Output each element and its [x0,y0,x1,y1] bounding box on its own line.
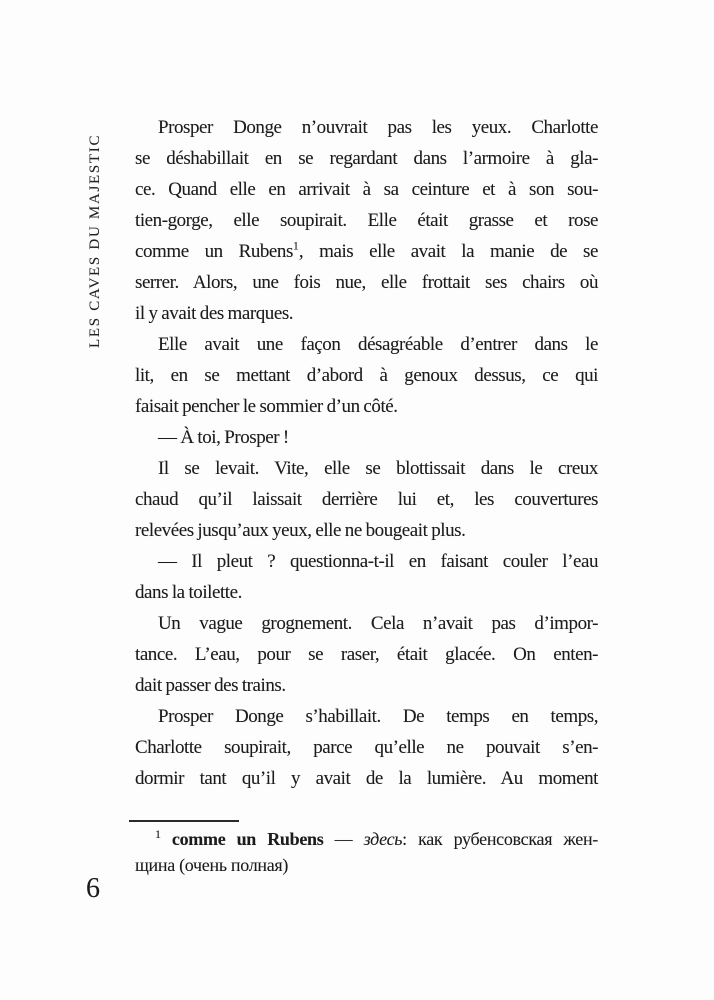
running-head: LES CAVES DU MAJESTIC [87,133,103,348]
footnote-dash: — [323,829,364,849]
body-line: Charlotte soupirait, parce qu’elle ne pouvait s’en- [135,737,598,758]
body-line: Un vague grognement. Cela n’avait pas d’impor- [158,613,598,634]
body-line: dans la toilette. [135,582,242,603]
body-line: chaud qu’il laissait derrière lui et, les couvertures [135,489,598,510]
body-line-text: , mais elle avait la manie de se [298,241,598,262]
body-line: Prosper Donge s’habillait. De temps en temps, [158,706,598,727]
paragraph [135,453,598,546]
page-number: 6 [86,873,100,904]
body-line: tien-gorge, elle soupirait. Elle était grasse et rose [135,210,598,231]
body-line-text: comme un Rubens [135,241,293,262]
paragraph [135,701,598,794]
body-line: — Il pleut ? questionna-t-il en faisant couler l’eau [158,551,598,572]
footnote-translation: : как рубенсовская жен- [402,829,599,849]
body-line [135,236,598,267]
footnote-divider [129,820,239,822]
body-line: Il se levait. Vite, elle se blottissait dans le creux [158,458,598,479]
body-line: tance. L’eau, pour se raser, était glacée. On enten- [135,644,598,665]
body-line: il y avait des marques. [135,303,294,324]
paragraph [135,329,598,422]
body-line: — À toi, Prosper ! [158,427,289,448]
footnote-line [135,826,598,852]
footnote-label: здесь [363,829,403,849]
body-line: dait passer des trains. [135,675,286,696]
footnote-term: comme un Rubens [160,829,324,849]
footnote-line: щина (очень полная) [135,855,289,875]
body-line: relevées jusqu’aux yeux, elle ne bougeait plus. [135,520,466,541]
footnote-marker: 1 [155,827,161,841]
body-line: serrer. Alors, une fois nue, elle frottait ses chairs où [135,272,598,293]
paragraph-dialogue [135,422,598,453]
body-text [135,112,598,794]
body-line: Elle avait une façon désagréable d’entrer dans le [158,334,598,355]
footnote [135,820,598,878]
body-line: se déshabillait en se regardant dans l’armoire à gla- [135,148,598,169]
body-line: lit, en se mettant d’abord à genoux dessus, ce qui [135,365,598,386]
footnote-ref: 1 [292,238,299,253]
body-line: Prosper Donge n’ouvrait pas les yeux. Charlotte [158,117,598,138]
paragraph [135,608,598,701]
paragraph-dialogue [135,546,598,608]
body-line: ce. Quand elle en arrivait à sa ceinture et à son sou- [135,179,598,200]
body-line: faisait pencher le sommier d’un côté. [135,396,398,417]
body-line: dormir tant qu’il y avait de la lumière. Au moment [135,768,598,789]
paragraph [135,112,598,329]
